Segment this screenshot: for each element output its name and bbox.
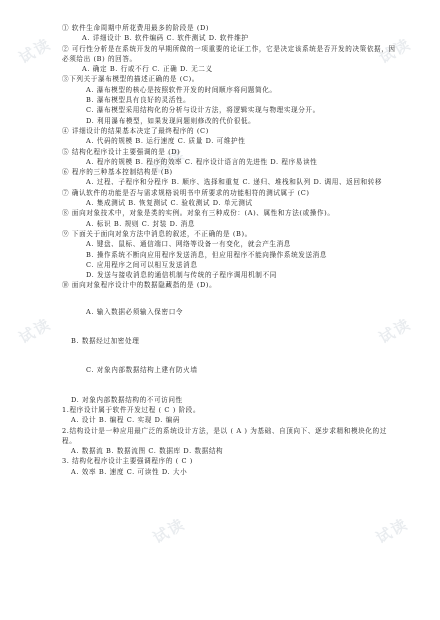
- text-line: C. 应用程序之间可以相互发送消息: [86, 260, 198, 269]
- text-line: D. 对象内部数据结构的不可访问性: [71, 395, 183, 404]
- spacer: [62, 376, 398, 395]
- watermark: 试读: [16, 314, 55, 348]
- text-line: A. 设计 B. 编程 C. 实现 D. 编码: [71, 416, 181, 425]
- text-line: D. 发送与接收消息的通信机制与传统的子程序调用机制不同: [86, 271, 277, 280]
- spacer: [62, 346, 398, 365]
- watermark: 试读: [16, 34, 55, 68]
- text-line: A. 标识 B. 规则 C. 封装 D. 消息: [86, 219, 196, 228]
- text-line: A. 过程、子程序和分程序 B. 顺序、选择和重复 C. 递归、堆栈和队列 D. 调用、返回和转移: [86, 178, 383, 187]
- spacer: [62, 317, 398, 336]
- text-line: ① 软件生命周期中所花费用最多的阶段是 (D): [62, 24, 210, 32]
- text-line: ⑩ 面向对象程序设计中的数据隐藏指的是 (D)。: [62, 281, 217, 290]
- text-line: ⑦ 确认软件的功能是否与需求规格说明书中所要求的功能相符的测试属于 (C): [62, 188, 310, 197]
- text-line: ② 可行性分析是在系统开发的早期所做的一项重要的论证工作，它是决定该系统是否开发的决策依据，因必须给出 (B) 的回答。: [62, 44, 396, 63]
- text-line: A. 详细设计 B. 软件编码 C. 软件测试 D. 软件维护: [82, 34, 249, 43]
- text-line: ④ 详细设计的结果基本决定了最终程序的 (C): [62, 126, 209, 135]
- text-line: A. 效率 B. 速度 C. 可读性 D. 大小: [71, 467, 188, 476]
- watermark: 试读: [373, 514, 412, 548]
- text-line: A. 代码的规模 B. 运行速度 C. 质量 D. 可维护性: [86, 137, 246, 146]
- text-line: D. 利用瀑布模型，如果发现问题则修改的代价很低。: [86, 116, 256, 125]
- text-line: ⑥ 程序的三种基本控制结构是 (B): [62, 168, 173, 177]
- watermark: 试读: [376, 314, 415, 348]
- text-line: A. 键盘、鼠标、通信端口、网络等设备一有变化，就会产生消息: [86, 240, 291, 249]
- text-line: A. 瀑布模型的核心是按照软件开发的时间顺序将问题简化。: [86, 85, 277, 94]
- text-line: A. 集成测试 B. 恢复测试 C. 验收测试 D. 单元测试: [86, 199, 253, 208]
- text-line: ③下列关于瀑布模型的描述正确的是 (C)。: [62, 75, 199, 84]
- text-line: C. 瀑布模型采用结构化的分析与设计方法，将逻辑实现与物理实现分开。: [86, 106, 320, 115]
- spacer: [62, 291, 398, 307]
- text-line: 1.程序设计属于软件开发过程 ( C ) 阶段。: [62, 405, 201, 414]
- text-line: 2.结构设计是一种应用最广泛的系统设计方法，是以 ( A ) 为基础、自顶向下、逐步求精和模块化的过程。: [62, 426, 387, 445]
- watermark: 试读: [150, 144, 189, 178]
- text-line: ⑨ 下面关于面向对象方法中消息的叙述，不正确的是 (B)。: [62, 229, 252, 238]
- text-line: A. 输入数据必须输入保密口令: [86, 307, 184, 316]
- text-line: C. 对象内部数据结构上建有防火墙: [86, 366, 198, 375]
- text-line: ⑤ 结构化程序设计主要强调的是 (D): [62, 147, 181, 156]
- question-list: [62, 23, 398, 477]
- text-line: A. 数据流 B. 数据流图 C. 数据库 D. 数据结构: [71, 447, 224, 456]
- text-line: A. 确定 B. 行或不行 C. 正确 D. 无二义: [82, 65, 213, 74]
- text-line: ⑧ 面向对象技术中，对象是类的实例。对象有三种成份：(A)、属性和方法(或操作)。: [62, 209, 335, 218]
- text-line: A. 程序的规模 B. 程序的效率 C. 程序设计语言的先进性 D. 程序易读性: [86, 157, 318, 166]
- watermark: 试读: [150, 514, 189, 548]
- text-line: B. 瀑布模型具有良好的灵活性。: [86, 96, 191, 105]
- watermark: 试读: [376, 34, 415, 68]
- text-line: B. 操作系统不断向应用程序发送消息，但应用程序不能向操作系统发送消息: [86, 250, 328, 259]
- text-line: B. 数据经过加密处理: [71, 337, 140, 346]
- text-line: 3. 结构化程序设计主要强调程序的 ( C ): [62, 457, 193, 466]
